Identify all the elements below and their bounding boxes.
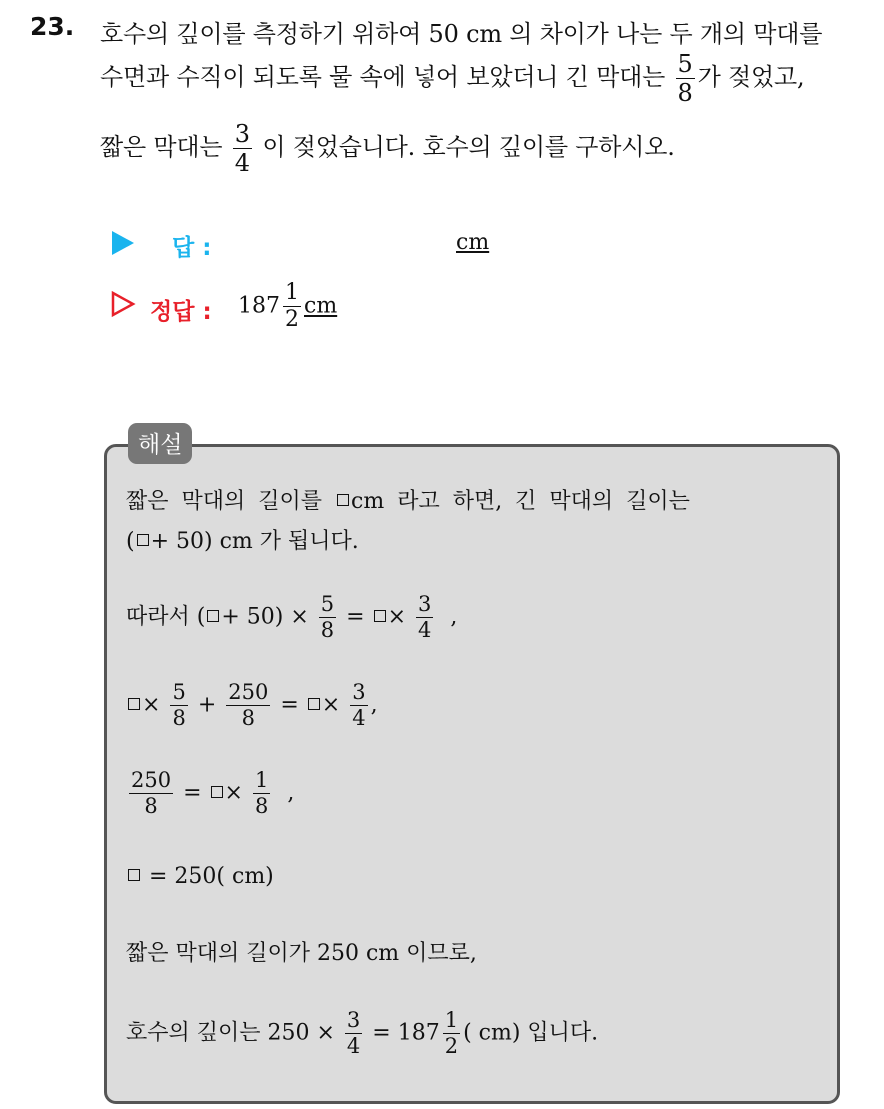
fraction-3-4: $\frac{3}{4}$ bbox=[234, 120, 250, 177]
fraction: $\frac{1}{8}$ bbox=[254, 768, 269, 818]
box-symbol bbox=[374, 610, 386, 622]
correct-answer-value bbox=[238, 282, 337, 331]
correct-arrow-icon bbox=[110, 290, 136, 322]
question-line-2 bbox=[100, 52, 804, 105]
question-line-1: 호수의 깊이를 측정하기 위하여 50 cm 의 차이가 나는 두 개의 막대를 bbox=[100, 20, 823, 48]
fraction: $\frac{3}{4}$ bbox=[418, 592, 432, 642]
solution-line-4: × $\frac{5}{8}$ + $\frac{250}{8}$ = × $\frac{3}{4}$ , bbox=[126, 682, 378, 729]
fraction-5-8: $\frac{5}{8}$ bbox=[677, 50, 693, 107]
solution-line-6: = 250( cm) bbox=[126, 864, 274, 889]
solution-line-1: 짧은 막대의 길이를 cm 라고 하면, 긴 막대의 길이는 bbox=[126, 489, 690, 514]
answer-unit[interactable]: cm bbox=[456, 230, 490, 255]
fraction: $\frac{5}{8}$ bbox=[172, 680, 186, 730]
fraction-1-2: $\frac{1}{2}$ bbox=[285, 280, 299, 332]
correct-whole: 187 bbox=[238, 293, 280, 319]
solution-line-5: $\frac{250}{8}$ = × $\frac{1}{8}$ , bbox=[131, 768, 295, 818]
fraction: $\frac{1}{2}$ bbox=[444, 1008, 459, 1058]
solution-line-2: ( + 50) cm 가 됩니다. bbox=[126, 529, 359, 554]
question-line-3-end: 이 젖었습니다. 호수의 깊이를 구하시오. bbox=[262, 133, 675, 161]
correct-unit: cm bbox=[304, 293, 338, 319]
box-symbol bbox=[128, 869, 140, 881]
question-number: 23. bbox=[30, 12, 75, 41]
box-symbol bbox=[337, 494, 349, 506]
question-line-2-text: 수면과 수직이 되도록 물 속에 넣어 보았더니 긴 막대는 bbox=[100, 63, 666, 91]
box-symbol bbox=[207, 610, 219, 622]
fraction: $\frac{3}{4}$ bbox=[346, 1008, 361, 1058]
fraction: $\frac{5}{8}$ bbox=[320, 592, 335, 642]
question-line-2-end: 가 젖었고, bbox=[697, 63, 805, 91]
solution-tag: 해설 bbox=[128, 423, 192, 464]
box-symbol bbox=[308, 698, 320, 710]
solution-line-8: 호수의 깊이는 250 × $\frac{3}{4}$ = 187 $\frac{1}{2}$ ( cm) 입니다. bbox=[126, 1008, 599, 1058]
fraction: $\frac{3}{4}$ bbox=[352, 680, 366, 730]
question-line-3-text: 짧은 막대는 bbox=[100, 133, 223, 161]
fraction: $\frac{250}{8}$ bbox=[228, 680, 269, 730]
box-symbol bbox=[137, 534, 149, 546]
box-symbol bbox=[128, 698, 140, 710]
answer-label: 답 : bbox=[172, 235, 212, 261]
solution-line-7: 짧은 막대의 길이가 250 cm 이므로, bbox=[126, 941, 477, 966]
correct-answer-label: 정답 : bbox=[150, 299, 212, 325]
fraction: $\frac{250}{8}$ bbox=[131, 768, 172, 818]
answer-arrow-icon bbox=[112, 231, 134, 255]
question-line-3 bbox=[100, 122, 675, 175]
solution-line-3: 따라서 ( + 50) × $\frac{5}{8}$ = × $\frac{3}{4}$ , bbox=[126, 592, 458, 642]
box-symbol bbox=[211, 786, 223, 798]
